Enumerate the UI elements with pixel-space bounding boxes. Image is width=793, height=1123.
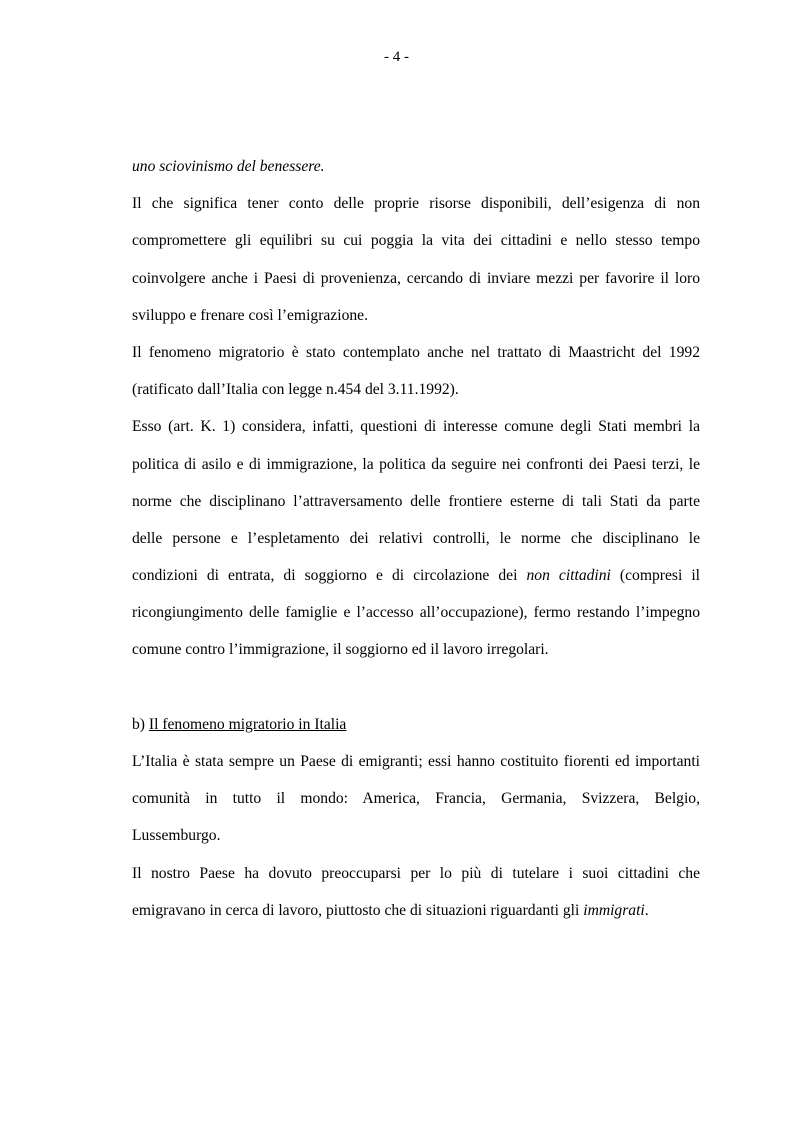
text-segment: emigravano in cerca di lavoro, piuttosto che di situazioni riguardanti gli: [132, 901, 584, 919]
text-line: Lussemburgo.: [132, 827, 221, 845]
text-line: Il che significa tener conto delle proprie risorse disponibili, dell’esigenza di non: [132, 195, 700, 213]
text-line: sviluppo e frenare così l’emigrazione.: [132, 306, 368, 324]
page-number: - 4 -: [384, 49, 409, 65]
section-heading-prefix: b): [132, 715, 149, 733]
text-line: L’Italia è stata sempre un Paese di emigranti; essi hanno costituito fiorenti ed importanti: [132, 753, 700, 770]
text-line: Il fenomeno migratorio è stato contemplato anche nel trattato di Maastricht del 1992: [132, 343, 700, 361]
text-line: comunità in tutto il mondo: America, Francia, Germania, Svizzera, Belgio,: [132, 790, 700, 808]
text-line: comune contro l’immigrazione, il soggiorno ed il lavoro irregolari.: [132, 641, 549, 659]
text-line: Il nostro Paese ha dovuto preoccuparsi per lo più di tutelare i suoi cittadini che: [132, 864, 700, 882]
text-line: compromettere gli equilibri su cui poggia la vita dei cittadini e nello stesso tempo: [132, 232, 700, 250]
text-line: delle persone e l’espletamento dei relativi controlli, le norme che disciplinano le: [132, 529, 700, 547]
italic-phrase: non cittadini: [526, 567, 611, 585]
text-line: [132, 148, 700, 185]
text-segment: condizioni di entrata, di soggiorno e di circolazione dei: [132, 567, 527, 585]
text-line: [132, 892, 700, 929]
italic-phrase: immigrati: [583, 901, 645, 919]
text-line: politica di asilo e di immigrazione, la politica da seguire nei confronti dei Paesi terzi, le: [132, 455, 700, 473]
paragraph-gap: [132, 669, 700, 706]
section-heading: [132, 706, 700, 743]
text-line: (ratificato dall’Italia con legge n.454 del 3.11.1992).: [132, 381, 459, 399]
text-line: norme che disciplinano l’attraversamento delle frontiere esterne di tali Stati da parte: [132, 492, 700, 510]
document-body: [132, 148, 700, 929]
text-segment: .: [644, 901, 649, 919]
text-segment: (compresi il: [610, 567, 700, 585]
text-line: Esso (art. K. 1) considera, infatti, questioni di interesse comune degli Stati membri la: [132, 418, 700, 436]
section-heading-title: Il fenomeno migratorio in Italia: [148, 715, 347, 733]
italic-phrase: uno sciovinismo del benessere.: [132, 158, 325, 175]
text-line: ricongiungimento delle famiglie e l’accesso all’occupazione), fermo restando l’impegno: [132, 604, 700, 622]
text-line: [132, 557, 700, 594]
text-line: coinvolgere anche i Paesi di provenienza, cercando di inviare mezzi per favorire il loro: [132, 269, 700, 287]
